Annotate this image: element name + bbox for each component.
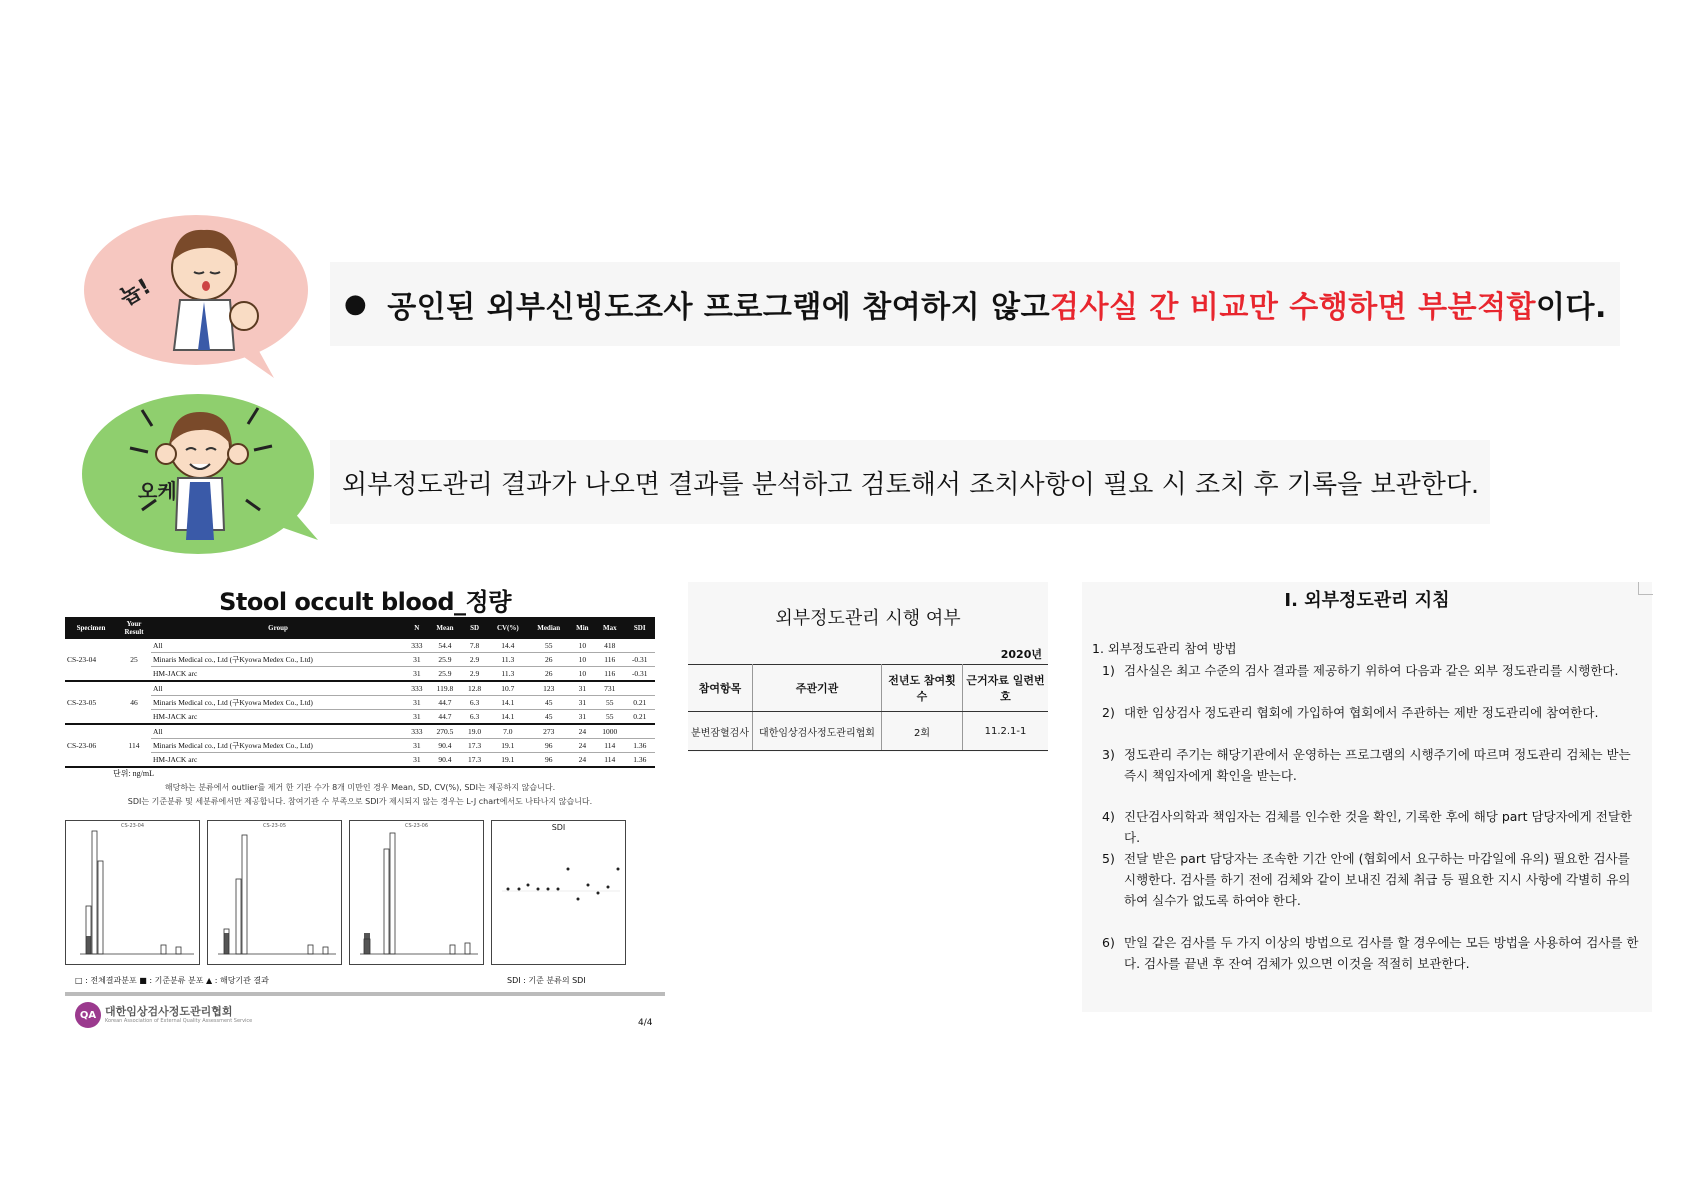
stat-cell: 6.3	[461, 710, 488, 725]
stat-cell: -0.31	[625, 653, 655, 667]
statement-record-keeping	[330, 440, 1490, 524]
guideline-heading: 1. 외부정도관리 참여 방법	[1092, 641, 1237, 656]
item-text: 진단검사의학과 책임자는 검체를 인수한 것을 확인, 기록한 후에 해당 part 담당자에게 전달한다.	[1124, 809, 1633, 845]
stat-cell: -0.31	[625, 667, 655, 682]
statement2-text: 외부정도관리 결과가 나오면 결과를 분석하고 검토해서 조치사항이 필요 시 조치 후 기록을 보관한다.	[342, 469, 1480, 500]
stat-cell: 31	[405, 653, 429, 667]
item-text: 만일 같은 검사를 두 가지 이상의 방법으로 검사를 할 경우에는 모든 방법을 사용하여 검사를 한다. 검사를 끝낸 후 잔여 검체가 있으면 이것을 적절히 보관한다.	[1124, 935, 1639, 971]
specimen-id: CS-23-04	[65, 639, 117, 681]
item-text: 정도관리 주기는 해당기관에서 운영하는 프로그램의 시행주기에 따르며 정도관리 검체는 받는 즉시 책임자에게 확인을 받는다.	[1124, 747, 1631, 783]
stat-cell: 1.36	[625, 753, 655, 768]
stat-cell: 14.1	[488, 710, 528, 725]
stat-cell: 31	[405, 710, 429, 725]
stat-cell: 19.1	[488, 739, 528, 753]
stat-cell: 14.1	[488, 696, 528, 710]
guideline-title: I. 외부정도관리 지침	[1284, 590, 1450, 611]
stat-cell: 90.4	[429, 753, 462, 768]
report-unit: 단위: ng/mL	[113, 769, 155, 778]
report-table	[65, 617, 655, 768]
col-evidence: 근거자료 일련번호	[963, 665, 1049, 712]
table-row	[65, 667, 655, 682]
group-name: Minaris Medical co., Ltd (구Kyowa Medex Co., Ltd)	[151, 696, 405, 710]
stat-cell: 14.4	[488, 639, 528, 653]
guideline-item-5	[1102, 848, 1642, 911]
stat-cell: 6.3	[461, 696, 488, 710]
stat-cell: 31	[570, 710, 596, 725]
stat-cell: 31	[405, 739, 429, 753]
histogram-cs-23-06	[349, 820, 484, 965]
guideline-item-4	[1102, 806, 1642, 848]
group-name: HM-JACK arc	[151, 667, 405, 682]
stat-cell: 0.21	[625, 710, 655, 725]
stat-cell: 2.9	[461, 653, 488, 667]
participation-title: 외부정도관리 시행 여부	[775, 608, 961, 629]
stat-cell: 7.8	[461, 639, 488, 653]
statement-suffix: 이다.	[1536, 290, 1607, 325]
stat-cell	[625, 639, 655, 653]
stat-cell: 24	[570, 753, 596, 768]
table-row	[65, 753, 655, 768]
group-name: All	[151, 639, 405, 653]
report-title: Stool occult blood_정량	[219, 588, 511, 616]
stat-cell	[625, 681, 655, 696]
histogram-cs-23-04	[65, 820, 200, 965]
item-number: 3)	[1102, 747, 1115, 762]
col-n: N	[405, 617, 429, 639]
stat-cell: 19.1	[488, 753, 528, 768]
guideline-item-1	[1102, 660, 1642, 681]
stat-cell: 11.3	[488, 653, 528, 667]
statement-partial-compliance	[330, 262, 1620, 346]
group-name: HM-JACK arc	[151, 710, 405, 725]
col-cv: CV(%)	[488, 617, 528, 639]
bubble-ok-text: 오케	[138, 479, 177, 503]
col-mean: Mean	[429, 617, 462, 639]
specimen-id: CS-23-05	[65, 681, 117, 724]
stat-cell: 31	[405, 696, 429, 710]
report-header-row	[65, 617, 655, 639]
stat-cell: 270.5	[429, 724, 462, 739]
stat-cell: 31	[570, 696, 596, 710]
statement-prefix: 공인된 외부신빙도조사 프로그램에 참여하지 않고	[387, 290, 1051, 325]
stat-cell: 24	[570, 739, 596, 753]
table-row	[65, 696, 655, 710]
stat-cell: 17.3	[461, 739, 488, 753]
sdi-chart	[491, 820, 626, 965]
stat-cell: 55	[595, 696, 624, 710]
stat-cell: 17.3	[461, 753, 488, 768]
histogram-legend: □ : 전체결과분포 ■ : 기준분류 분포 ▲ : 해당기관 결과	[75, 976, 269, 985]
chart-title: CS-23-05	[263, 823, 286, 829]
stat-cell: 25.9	[429, 667, 462, 682]
eqa-participation-panel	[688, 582, 1048, 752]
stat-cell: 731	[595, 681, 624, 696]
kaeqas-logo-icon: QA	[75, 1002, 101, 1028]
eqa-guideline-panel	[1082, 582, 1652, 1012]
page-corner-mark	[1638, 582, 1653, 595]
item-number: 5)	[1102, 851, 1115, 866]
stat-cell	[625, 724, 655, 739]
stat-cell: 116	[595, 667, 624, 682]
item-number: 2)	[1102, 705, 1115, 720]
stat-cell: 2.9	[461, 667, 488, 682]
group-name: All	[151, 724, 405, 739]
stat-cell: 114	[595, 739, 624, 753]
stat-cell: 333	[405, 681, 429, 696]
col-your-result: Your Result	[117, 617, 151, 639]
group-name: HM-JACK arc	[151, 753, 405, 768]
item-text: 전달 받은 part 담당자는 조속한 기간 안에 (협회에서 요구하는 마감일에 유의) 필요한 검사를 시행한다. 검사를 하기 전에 검체와 같이 보내진 검체 취급 등 필요한 지시 사항에 각별히 유의하여 실수가 없도록 하여야 한다.	[1124, 851, 1631, 908]
table-row	[65, 653, 655, 667]
item-number: 1)	[1102, 663, 1115, 678]
participation-year: 2020년	[1000, 648, 1042, 661]
guideline-item-6	[1102, 932, 1642, 974]
stat-cell: 10.7	[488, 681, 528, 696]
stat-cell: 418	[595, 639, 624, 653]
chart-title: CS-23-06	[405, 823, 428, 829]
col-sdi: SDI	[625, 617, 655, 639]
stat-cell: 26	[528, 653, 570, 667]
stat-cell: 0.21	[625, 696, 655, 710]
report-note-1: 해당하는 분류에서 outlier를 제거 한 기관 수가 8개 미만인 경우 Mean, SD, CV(%), SDI는 제공하지 않습니다.	[164, 783, 556, 792]
table-row	[65, 724, 655, 739]
stat-cell: 31	[570, 681, 596, 696]
stat-cell: 333	[405, 724, 429, 739]
stat-cell: 44.7	[429, 710, 462, 725]
sdi-legend: SDI : 기준 분류의 SDI	[507, 976, 586, 985]
group-name: All	[151, 681, 405, 696]
org-subtitle: Korean Association of External Quality Assessment Service	[105, 1018, 253, 1024]
stat-cell: 10	[570, 667, 596, 682]
stat-cell: 44.7	[429, 696, 462, 710]
stat-cell: 333	[405, 639, 429, 653]
stat-cell: 45	[528, 710, 570, 725]
table-row	[65, 681, 655, 696]
stat-cell: 96	[528, 739, 570, 753]
guideline-item-3	[1102, 744, 1642, 786]
stat-cell: 54.4	[429, 639, 462, 653]
stat-cell: 116	[595, 653, 624, 667]
col-median: Median	[528, 617, 570, 639]
cell-evidence: 11.2.1-1	[963, 712, 1049, 751]
stat-cell: 26	[528, 667, 570, 682]
histogram-cs-23-05	[207, 820, 342, 965]
col-count: 전년도 참여횟수	[882, 665, 963, 712]
col-min: Min	[570, 617, 596, 639]
table-row	[65, 739, 655, 753]
stat-cell: 10	[570, 639, 596, 653]
speech-bubble-pink	[84, 210, 324, 380]
stat-cell: 55	[528, 639, 570, 653]
table-row	[65, 710, 655, 725]
item-number: 4)	[1102, 809, 1115, 824]
stat-cell: 119.8	[429, 681, 462, 696]
stat-cell: 45	[528, 696, 570, 710]
report-note-2: SDI는 기준분류 및 세분류에서만 제공합니다. 참여기관 수 부족으로 SDI가 제시되지 않는 경우는 L-J chart에서도 나타나지 않습니다.	[127, 797, 593, 806]
stat-cell: 96	[528, 753, 570, 768]
item-text: 검사실은 최고 수준의 검사 결과를 제공하기 위하여 다음과 같은 외부 정도관리를 시행한다.	[1124, 663, 1619, 678]
table-row	[688, 712, 1048, 751]
guideline-item-2	[1102, 702, 1642, 723]
participation-table	[688, 664, 1048, 751]
cell-item: 분변잠혈검사	[688, 712, 753, 751]
bullet-icon: ●	[344, 289, 368, 319]
stat-cell: 11.3	[488, 667, 528, 682]
specimen-id: CS-23-06	[65, 724, 117, 767]
item-number: 6)	[1102, 935, 1115, 950]
col-sd: SD	[461, 617, 488, 639]
stat-cell: 24	[570, 724, 596, 739]
stat-cell: 123	[528, 681, 570, 696]
col-item: 참여항목	[688, 665, 753, 712]
stat-cell: 273	[528, 724, 570, 739]
page-number: 4/4	[638, 1018, 653, 1028]
speech-bubble-green	[82, 390, 322, 560]
chart-title: CS-23-04	[121, 823, 144, 829]
group-name: Minaris Medical co., Ltd (구Kyowa Medex Co., Ltd)	[151, 739, 405, 753]
bubble-exclaim-text: 놉!	[115, 274, 156, 312]
stat-cell: 7.0	[488, 724, 528, 739]
stat-cell: 55	[595, 710, 624, 725]
stat-cell: 19.0	[461, 724, 488, 739]
col-group: Group	[151, 617, 405, 639]
stat-cell: 25.9	[429, 653, 462, 667]
col-specimen: Specimen	[65, 617, 117, 639]
stat-cell: 1.36	[625, 739, 655, 753]
org-name: 대한임상검사정도관리협회	[105, 1005, 233, 1018]
stat-cell: 31	[405, 667, 429, 682]
stat-cell: 12.8	[461, 681, 488, 696]
footer-divider	[65, 992, 665, 996]
col-max: Max	[595, 617, 624, 639]
item-text: 대한 임상검사 정도관리 협회에 가입하여 협회에서 주관하는 제반 정도관리에 참여한다.	[1124, 705, 1599, 720]
table-row	[65, 639, 655, 653]
stat-cell: 1000	[595, 724, 624, 739]
cell-organizer: 대한임상검사정도관리협회	[753, 712, 882, 751]
stat-cell: 114	[595, 753, 624, 768]
your-result: 114	[117, 724, 151, 767]
statement-highlight: 검사실 간 비교만 수행하면 부분적합	[1050, 290, 1537, 325]
your-result: 25	[117, 639, 151, 681]
stat-cell: 90.4	[429, 739, 462, 753]
col-organizer: 주관기관	[753, 665, 882, 712]
chart-title: SDI	[551, 823, 566, 832]
stat-cell: 31	[405, 753, 429, 768]
your-result: 46	[117, 681, 151, 724]
stat-cell: 10	[570, 653, 596, 667]
group-name: Minaris Medical co., Ltd (구Kyowa Medex Co., Ltd)	[151, 653, 405, 667]
cell-count: 2회	[882, 712, 963, 751]
eqa-report-panel	[65, 582, 665, 1037]
